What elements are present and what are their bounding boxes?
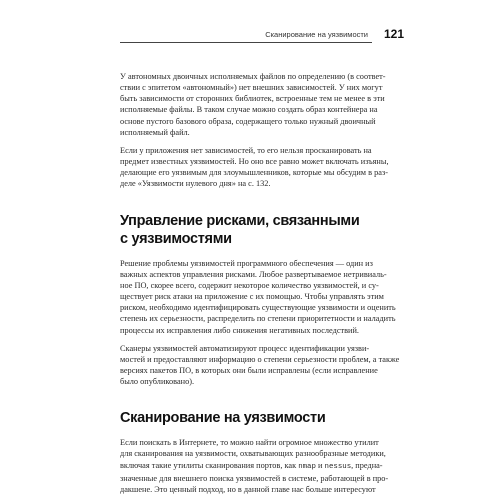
heading-line: Сканирование на уязвимости [120, 410, 326, 427]
text-line: Сканеры уязвимостей автоматизируют процесс идентификации уязви- [120, 343, 370, 353]
text-line: значенные для внешнего поиска уязвимостей в системе, работающей в про- [120, 473, 389, 483]
text-line: исполняемые файлы. В таком случае можно создать образ контейнера на [120, 105, 378, 115]
header-rule [120, 42, 372, 43]
paragraph-2 [120, 145, 404, 190]
text-line: делающие его уязвимым для злоумышленников, которые мы обсудим в раз- [120, 168, 388, 178]
text-line: степень их серьезности, распределить по степени приоритетности и наладить [120, 314, 396, 324]
text-line: для сканирования на уязвимости, охватывающих разнообразные методики, [120, 449, 386, 459]
text-fragment: включая такие утилиты сканирования портов, как [120, 460, 299, 470]
code-nmap: nmap [298, 462, 316, 471]
text-line: Если поискать в Интернете, то можно найти огромное множество утилит [120, 438, 379, 448]
running-header [120, 28, 404, 44]
heading-line: Управление рисками, связанными [120, 212, 360, 229]
text-line: версиях пакетов ПО, в которых они были исправлены (если исправление [120, 365, 378, 375]
page-body [120, 71, 404, 502]
text-line: мостей и предоставляют информацию о степени серьезности проблем, а также [120, 354, 400, 364]
text-line: ное ПО, скорее всего, содержит некоторое количество уязвимостей, и су- [120, 280, 379, 290]
page-number: 121 [383, 27, 404, 41]
text-line: важных аспектов управления рисками. Любое развертываемое нетривиаль- [120, 269, 387, 279]
section-heading-risk-management [120, 212, 404, 248]
text-line: деле «Уязвимости нулевого дня» на с. 132. [120, 179, 271, 189]
text-line: дакшене. Это ценный подход, но в данной главе нас больше интересуют [120, 484, 376, 494]
text-line: основе пустого базового образа, содержащего только нужный двоичный [120, 116, 376, 126]
section-heading-vulnerability-scanning [120, 409, 404, 427]
text-line: ществует риск атаки на приложение с их помощью. Чтобы управлять этим [120, 292, 384, 302]
text-line: быть зависимости от сторонних библиотек, встроенные тем не менее в эти [120, 94, 385, 104]
text-line: ствии с эпитетом «автономный») нет внешних зависимостей. У них могут [120, 83, 383, 93]
text-line: процессы их исправления либо снижения негативных последствий. [120, 325, 360, 335]
text-line: предмет известных уязвимостей. Но оно все равно может включать изъяны, [120, 157, 389, 167]
running-header-title: Сканирование на уязвимости [265, 30, 368, 39]
paragraph-1 [120, 71, 404, 138]
text-line [120, 460, 404, 473]
text-fragment: и [315, 460, 325, 470]
text-line: У автономных двоичных исполняемых файлов по определению (в соответ- [120, 72, 386, 81]
paragraph-5 [120, 437, 404, 495]
text-line: Решение проблемы уязвимостей программного обеспечения — один из [120, 258, 373, 268]
paragraph-3 [120, 258, 404, 336]
text-fragment: , предна- [351, 460, 383, 470]
text-line: Если у приложения нет зависимостей, то его нельзя просканировать на [120, 145, 372, 155]
heading-line: с уязвимостями [120, 230, 232, 247]
text-line: было опубликовано). [120, 377, 195, 387]
text-line: риском, необходимо идентифицировать существующие уязвимости и оценить [120, 303, 396, 313]
code-nessus: nessus [324, 462, 352, 471]
text-line: исполняемый файл. [120, 127, 190, 137]
paragraph-4 [120, 343, 404, 388]
